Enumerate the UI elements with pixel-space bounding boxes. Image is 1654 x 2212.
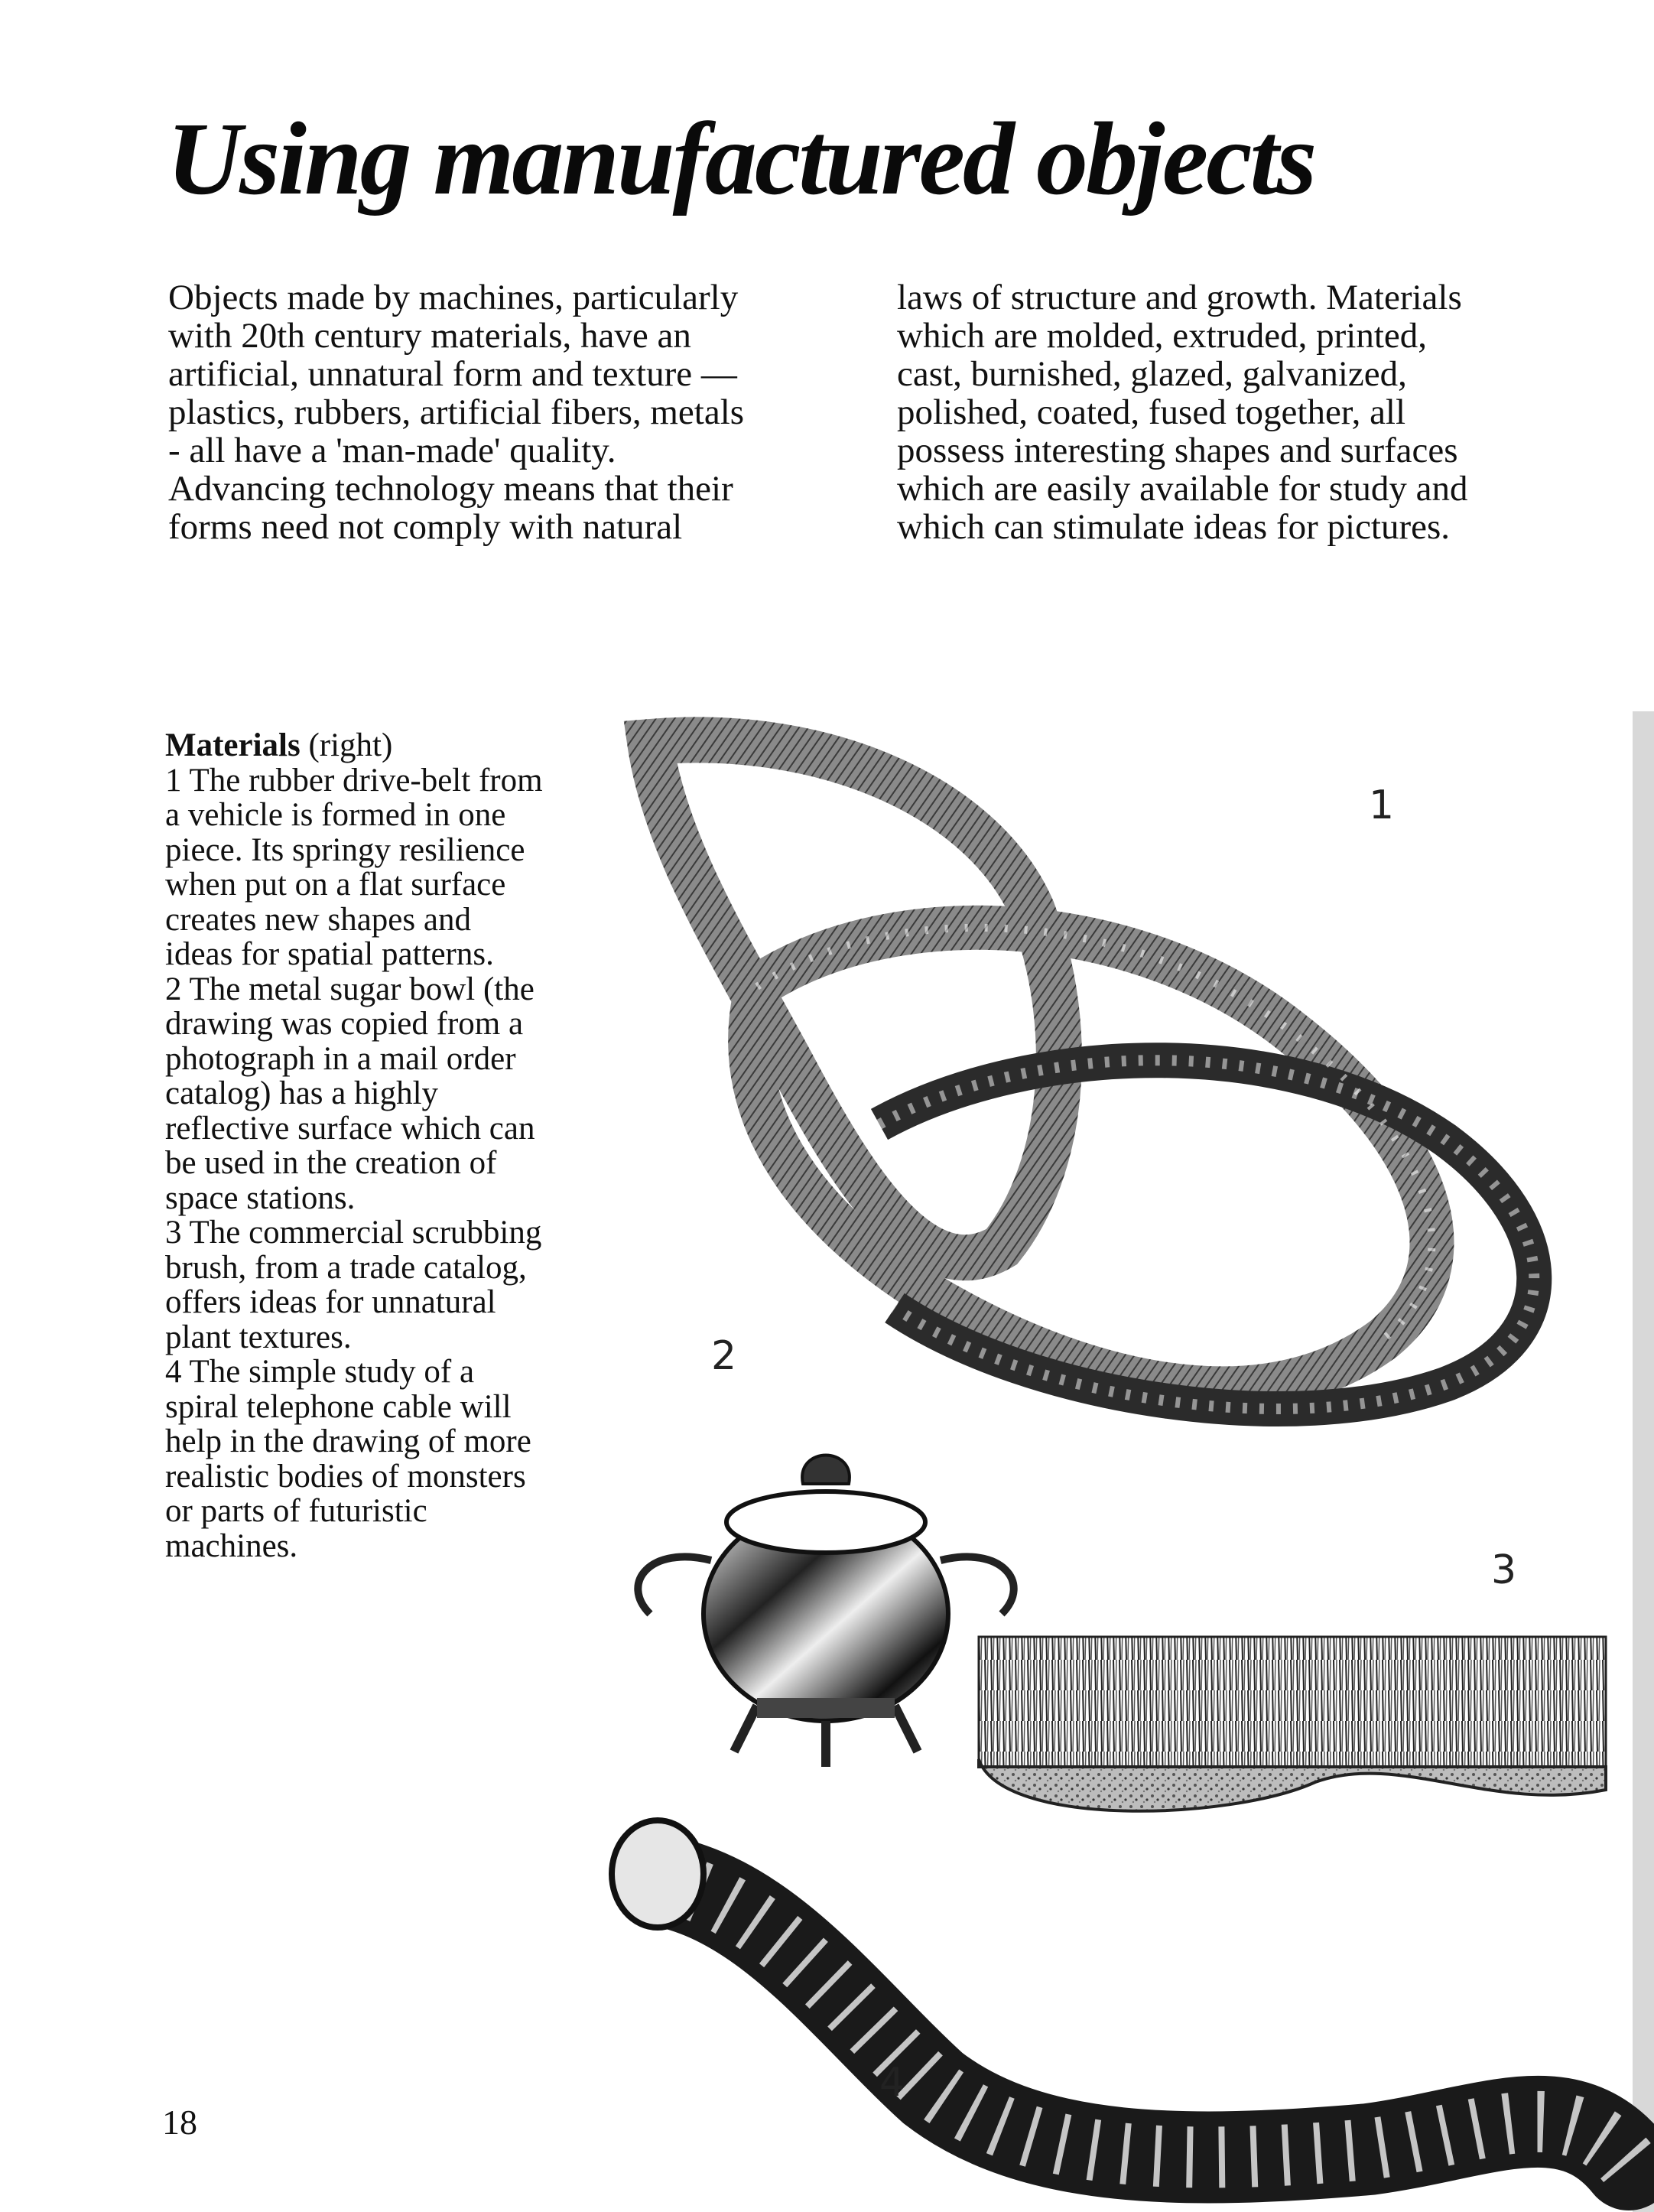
figure-label-1: 1	[1369, 782, 1395, 828]
scrubbing-brush-icon	[979, 1637, 1606, 1811]
caption-heading-note: (right)	[308, 727, 393, 763]
telephone-cable-icon	[612, 1820, 1629, 2165]
page-title: Using manufactured objects	[167, 102, 1315, 216]
figure-label-4: 4	[879, 2060, 905, 2106]
caption-item-3: 3 The commercial scrubbing brush, from a trade catalog, offers ideas for unnatural plant textures.	[165, 1215, 542, 1355]
materials-caption	[165, 728, 593, 1563]
figure-label-3: 3	[1491, 1547, 1517, 1593]
caption-item-1: 1 The rubber drive-belt from a vehicle is formed in one piece. Its springy resilience when put on a flat surface creates new shapes and ideas for spatial patterns.	[165, 762, 543, 972]
caption-item-4: 4 The simple study of a spiral telephone cable will help in the drawing of more realistic bodies of monsters or parts of futuristic machines.	[165, 1354, 531, 1564]
sugar-bowl-icon	[638, 1456, 1013, 1768]
page-edge-shadow	[1633, 711, 1654, 2212]
figure-label-2: 2	[711, 1333, 737, 1379]
drive-belt-icon	[650, 740, 1534, 1409]
materials-illustration	[604, 711, 1654, 2212]
caption-heading: Materials	[165, 727, 301, 763]
caption-item-2: 2 The metal sugar bowl (the drawing was copied from a photograph in a mail order catalog) has a highly reflective surface which can be used in the creation of space stations.	[165, 971, 535, 1216]
intro-paragraph-left: Objects made by machines, particularly with 20th century materials, have an artificial, unnatural form and texture — plastics, rubbers, artificial fibers, metals - all have a 'man-made' quality. Advancing technology means that their forms need not comply with natural	[168, 278, 745, 547]
page-number: 18	[162, 2103, 197, 2142]
intro-paragraph-right: laws of structure and growth. Materials which are molded, extruded, printed, cast, burnished, glazed, galvanized, polished, coated, fused together, all possess interesting shapes and surfaces which are easily available for study and which can stimulate ideas for pictures.	[897, 278, 1468, 547]
caption-heading-line	[165, 728, 593, 763]
